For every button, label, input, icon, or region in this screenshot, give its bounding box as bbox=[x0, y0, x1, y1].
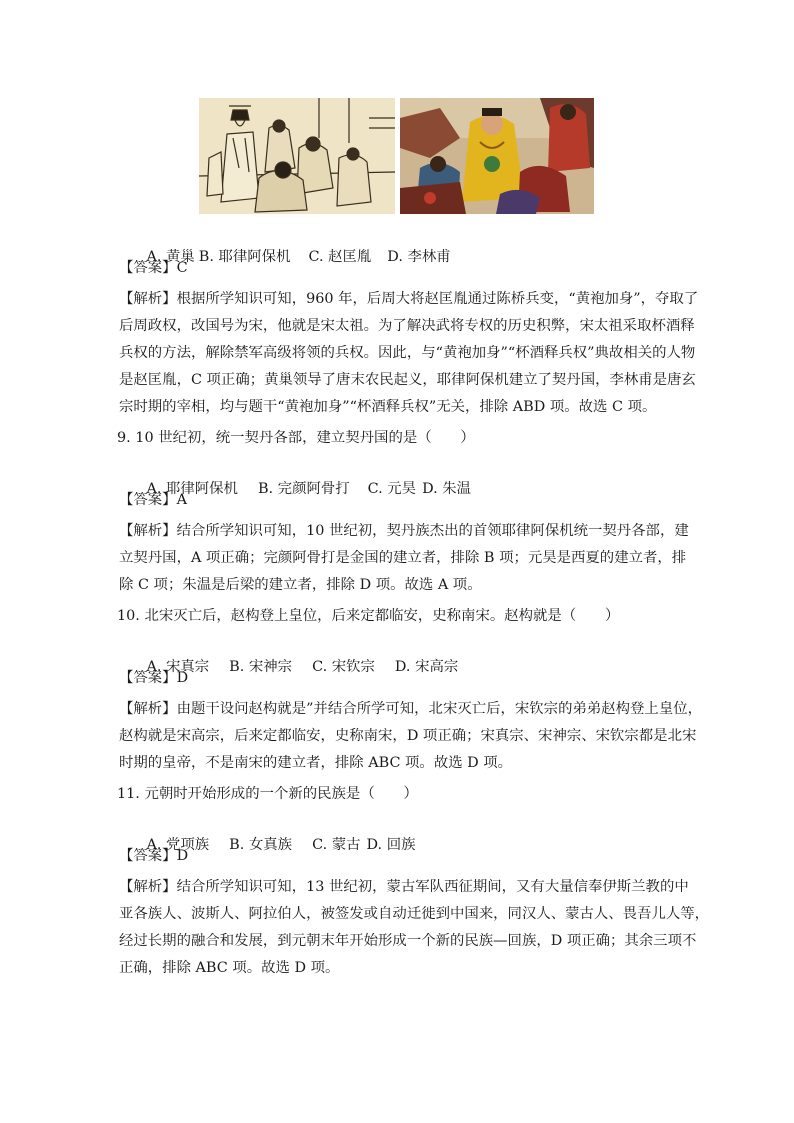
q8-option-d: D. 李林甫 bbox=[387, 249, 451, 265]
q9-options bbox=[119, 459, 472, 497]
q9-answer: 【答案】A bbox=[119, 492, 187, 508]
q9-option-d: D. 朱温 bbox=[422, 481, 472, 497]
q11-analysis-line: 亚各族人、波斯人、阿拉伯人，被签发或自动迁徙到中国来，同汉人、蒙古人、畏吾儿人等， bbox=[119, 906, 710, 922]
q9-analysis-line: 立契丹国，A 项正确；完颜阿骨打是金国的建立者，排除 B 项；元昊是西夏的建立者，排 bbox=[119, 550, 687, 566]
q11-option-d: D. 回族 bbox=[366, 837, 416, 853]
q11-analysis-line: 正确，排除 ABC 项。故选 D 项。 bbox=[119, 960, 340, 976]
q9-option-c: C. 元昊 bbox=[367, 481, 417, 497]
yellow-robe-painting-illustration bbox=[400, 98, 594, 214]
q11-answer: 【答案】D bbox=[119, 848, 189, 864]
q9-analysis-line: 除 C 项；朱温是后梁的建立者，排除 D 项。故选 A 项。 bbox=[119, 577, 482, 593]
q11-option-c: C. 蒙古 bbox=[312, 837, 361, 853]
q9-analysis-line: 【解析】结合所学知识可知，10 世纪初，契丹族杰出的首领耶律阿保机统一契丹各部，建 bbox=[119, 523, 689, 539]
q10-option-a: A. 宋真宗 bbox=[146, 659, 210, 675]
q9-stem: 9. 10 世纪初，统一契丹各部，建立契丹国的是（ ） bbox=[117, 430, 475, 446]
q11-option-a: A. 党项族 bbox=[146, 837, 210, 853]
q11-option-b: B. 女真族 bbox=[229, 837, 293, 853]
court-sketch-illustration bbox=[199, 98, 395, 214]
q8-analysis-line: 是赵匡胤，C 项正确；黄巢领导了唐末农民起义，耶律阿保机建立了契丹国，李林甫是唐玄 bbox=[119, 372, 696, 388]
q11-stem: 11. 元朝时开始形成的一个新的民族是（ ） bbox=[117, 786, 418, 802]
q9-option-b: B. 完颜阿骨打 bbox=[257, 481, 350, 497]
q10-option-b: B. 宋神宗 bbox=[229, 659, 293, 675]
q8-option-a: A. 黄巢 bbox=[146, 249, 195, 265]
q8-options bbox=[119, 227, 451, 265]
q8-analysis-line: 【解析】根据所学知识可知，960 年，后周大将赵匡胤通过陈桥兵变，“黄袍加身”，夺取了 bbox=[119, 291, 699, 307]
q10-analysis-line: 赵构就是宋高宗，后来定都临安，史称南宋，D 项正确；宋真宗、宋神宗、宋钦宗都是北宋 bbox=[119, 728, 697, 744]
q11-analysis-line: 经过长期的融合和发展，到元朝末年开始形成一个新的民族—回族，D 项正确；其余三项不 bbox=[119, 933, 697, 949]
q10-option-c: C. 宋钦宗 bbox=[312, 659, 375, 675]
q11-options bbox=[119, 815, 416, 853]
q8-option-c: C. 赵匡胤 bbox=[308, 249, 372, 265]
q8-analysis-line: 后周政权，改国号为宋，他就是宋太祖。为了解决武将专权的历史积弊，宋太祖采取杯酒释 bbox=[119, 318, 695, 334]
q11-analysis-line: 【解析】结合所学知识可知，13 世纪初，蒙古军队西征期间，又有大量信奉伊斯兰教的中 bbox=[119, 879, 689, 895]
q10-answer: 【答案】D bbox=[119, 670, 189, 686]
q10-analysis-line: 时期的皇帝，不是南宋的建立者，排除 ABC 项。故选 D 项。 bbox=[119, 755, 513, 771]
q9-option-a: A. 耶律阿保机 bbox=[146, 481, 238, 497]
q10-option-d: D. 宋高宗 bbox=[394, 659, 459, 675]
q8-answer: 【答案】C bbox=[119, 260, 188, 276]
q8-analysis-line: 兵权的方法，解除禁军高级将领的兵权。因此，与“黄袍加身”“杯酒释兵权”典故相关的人物 bbox=[119, 345, 696, 361]
q10-options bbox=[119, 637, 459, 675]
q10-analysis-line: 【解析】由题干设问赵构就是”并结合所学可知，北宋灭亡后，宋钦宗的弟弟赵构登上皇位， bbox=[119, 701, 702, 717]
q10-stem: 10. 北宋灭亡后，赵构登上皇位，后来定都临安，史称南宋。赵构就是（ ） bbox=[117, 608, 620, 624]
q8-analysis-line: 宗时期的宰相，均与题干“黄袍加身”“杯酒释兵权”无关，排除 ABD 项。故选 C 项。 bbox=[119, 399, 657, 415]
q8-option-b: B. 耶律阿保机 bbox=[198, 249, 291, 265]
